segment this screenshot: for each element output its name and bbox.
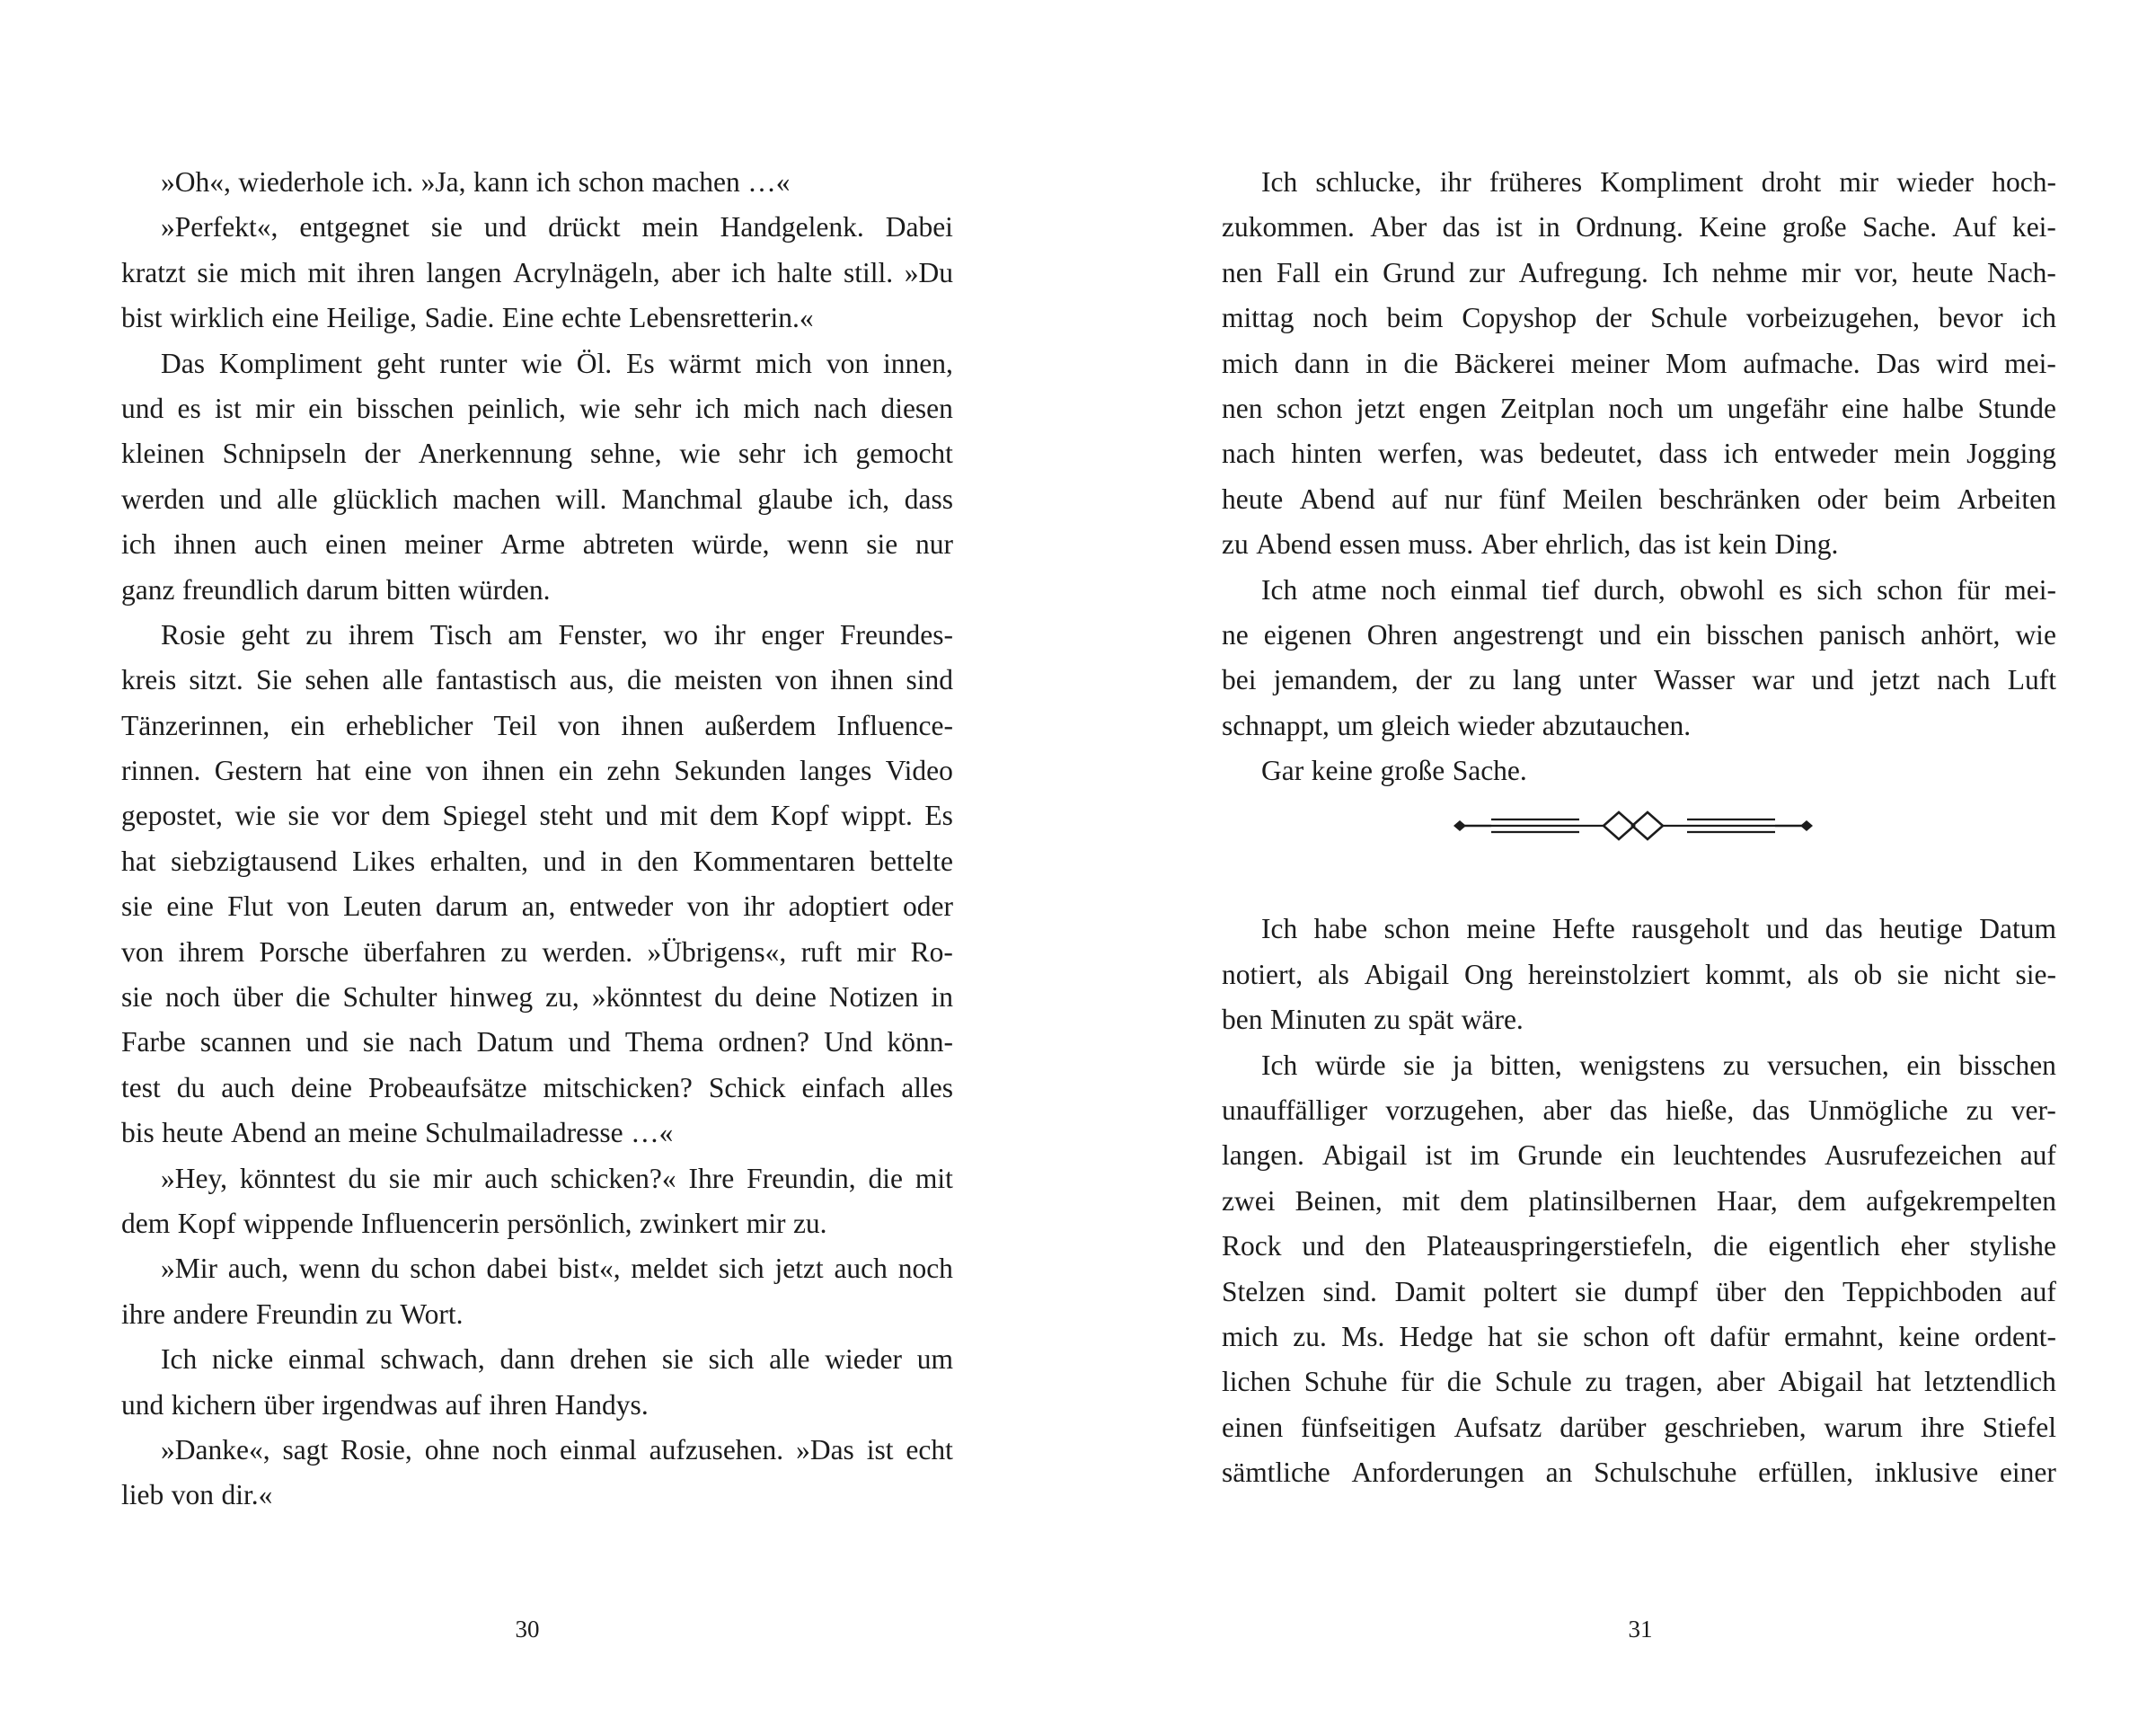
- text-line: sie eine Flut von Leuten darum an, entweder von ihr adoptiert oder: [121, 890, 953, 923]
- text-line: ihre andere Freundin zu Wort.: [121, 1297, 464, 1330]
- text-line: bei jemandem, der zu lang unter Wasser war und jetzt nach Luft: [1222, 664, 2056, 696]
- text-line: sie noch über die Schulter hinweg zu, »könntest du deine Notizen in: [121, 981, 953, 1014]
- text-line: gepostet, wie sie vor dem Spiegel steht und mit dem Kopf wippt. Es: [121, 800, 953, 832]
- text-line: Das Kompliment geht runter wie Öl. Es wärmt mich von innen,: [161, 347, 953, 379]
- text-line: bist wirklich eine Heilige, Sadie. Eine echte Lebensretterin.«: [121, 302, 814, 334]
- text-line: zukommen. Aber das ist in Ordnung. Keine große Sache. Auf kei-: [1222, 211, 2056, 244]
- text-line: test du auch deine Probeaufsätze mitschicken? Schick einfach alles: [121, 1071, 953, 1103]
- text-line: und kichern über irgendwas auf ihren Handys.: [121, 1388, 649, 1421]
- text-line: ne eigenen Ohren angestrengt und ein bisschen panisch anhört, wie: [1222, 618, 2056, 651]
- left-page-text: [121, 160, 953, 1519]
- text-line: Ich atme noch einmal tief durch, obwohl es sich schon für mei-: [1261, 573, 2056, 606]
- right-page-text: [1222, 160, 2056, 1496]
- text-line: zwei Beinen, mit dem platinsilbernen Haar, dem aufgekrempelten: [1222, 1184, 2056, 1217]
- text-line: nen Fall ein Grund zur Aufregung. Ich nehme mir vor, heute Nach-: [1222, 256, 2056, 288]
- text-line: Ich nicke einmal schwach, dann drehen sie sich alle wieder um: [161, 1343, 953, 1376]
- text-line: ich ihnen auch einen meiner Arme abtreten würde, wenn sie nur: [121, 528, 953, 561]
- text-line: Stelzen sind. Damit poltert sie dumpf über den Teppichboden auf: [1222, 1275, 2056, 1307]
- text-line: mich dann in die Bäckerei meiner Mom aufmache. Das wird mei-: [1222, 347, 2056, 379]
- text-line: ganz freundlich darum bitten würden.: [121, 573, 551, 606]
- text-line: »Perfekt«, entgegnet sie und drückt mein Handgelenk. Dabei: [161, 211, 953, 244]
- text-line: Ich habe schon meine Hefte rausgeholt und das heutige Datum: [1261, 913, 2056, 945]
- text-line: und es ist mir ein bisschen peinlich, wie sehr ich mich nach diesen: [121, 392, 953, 424]
- text-line: kratzt sie mich mit ihren langen Acrylnägeln, aber ich halte still. »Du: [121, 256, 953, 288]
- text-line: bis heute Abend an meine Schulmailadresse …«: [121, 1117, 674, 1149]
- text-line: lieb von dir.«: [121, 1479, 273, 1511]
- text-line: »Mir auch, wenn du schon dabei bist«, meldet sich jetzt auch noch: [161, 1253, 953, 1285]
- right-text-before-break: [1222, 160, 2056, 793]
- text-line: lichen Schuhe für die Schule zu tragen, aber Abigail hat letztendlich: [1222, 1366, 2056, 1398]
- text-line: kleinen Schnipseln der Anerkennung sehne, wie sehr ich gemocht: [121, 438, 953, 470]
- left-page-number: 30: [515, 1616, 540, 1643]
- right-page-number: 31: [1628, 1616, 1653, 1643]
- section-break: [1222, 793, 2056, 907]
- text-line: »Hey, könntest du sie mir auch schicken?« Ihre Freundin, die mit: [161, 1162, 953, 1194]
- section-break-ornament-icon: [1454, 808, 1813, 844]
- text-line: »Oh«, wiederhole ich. »Ja, kann ich schon machen …«: [161, 166, 791, 198]
- text-line: hat siebzigtausend Likes erhalten, und in den Kommentaren bettelte: [121, 845, 953, 877]
- text-line: rinnen. Gestern hat eine von ihnen ein zehn Sekunden langes Video: [121, 755, 953, 787]
- right-page: [1078, 0, 2156, 1718]
- text-line: heute Abend auf nur fünf Meilen beschränken oder beim Arbeiten: [1222, 483, 2056, 515]
- text-line: notiert, als Abigail Ong hereinstolziert kommt, als ob sie nicht sie-: [1222, 958, 2056, 990]
- text-line: Gar keine große Sache.: [1261, 755, 1527, 787]
- text-line: dem Kopf wippende Influencerin persönlich, zwinkert mir zu.: [121, 1207, 827, 1239]
- text-line: mich zu. Ms. Hedge hat sie schon oft dafür ermahnt, keine ordent-: [1222, 1320, 2056, 1352]
- text-line: sämtliche Anforderungen an Schulschuhe erfüllen, inklusive einer: [1222, 1457, 2056, 1489]
- text-line: von ihrem Porsche überfahren zu werden. »Übrigens«, ruft mir Ro-: [121, 935, 953, 968]
- text-line: nach hinten werfen, was bedeutet, dass ich entweder mein Jogging: [1222, 438, 2056, 470]
- text-line: werden und alle glücklich machen will. Manchmal glaube ich, dass: [121, 483, 953, 515]
- text-line: zu Abend essen muss. Aber ehrlich, das ist kein Ding.: [1222, 528, 1839, 561]
- text-line: einen fünfseitigen Aufsatz darüber geschrieben, warum ihre Stiefel: [1222, 1411, 2056, 1443]
- text-line: Ich schlucke, ihr früheres Kompliment droht mir wieder hoch-: [1261, 166, 2056, 198]
- text-line: kreis sitzt. Sie sehen alle fantastisch aus, die meisten von ihnen sind: [121, 664, 953, 696]
- text-line: mittag noch beim Copyshop der Schule vorbeizugehen, bevor ich: [1222, 302, 2056, 334]
- text-line: »Danke«, sagt Rosie, ohne noch einmal aufzusehen. »Das ist echt: [161, 1433, 953, 1466]
- text-line: Farbe scannen und sie nach Datum und Thema ordnen? Und könn-: [121, 1026, 953, 1058]
- text-line: unauffälliger vorzugehen, aber das hieße, das Unmögliche zu ver-: [1222, 1094, 2056, 1127]
- text-line: schnappt, um gleich wieder abzutauchen.: [1222, 709, 1692, 741]
- text-line: Tänzerinnen, ein erheblicher Teil von ihnen außerdem Influence-: [121, 709, 953, 741]
- text-line: Rock und den Plateauspringerstiefeln, die eigentlich eher stylishe: [1222, 1230, 2056, 1262]
- text-line: Ich würde sie ja bitten, wenigstens zu versuchen, ein bisschen: [1261, 1049, 2056, 1081]
- text-line: langen. Abigail ist im Grunde ein leuchtendes Ausrufezeichen auf: [1222, 1139, 2056, 1172]
- right-text-after-break: [1222, 907, 2056, 1495]
- text-line: ben Minuten zu spät wäre.: [1222, 1004, 1524, 1036]
- text-line: nen schon jetzt engen Zeitplan noch um ungefähr eine halbe Stunde: [1222, 392, 2056, 424]
- text-line: Rosie geht zu ihrem Tisch am Fenster, wo ihr enger Freundes-: [161, 618, 953, 651]
